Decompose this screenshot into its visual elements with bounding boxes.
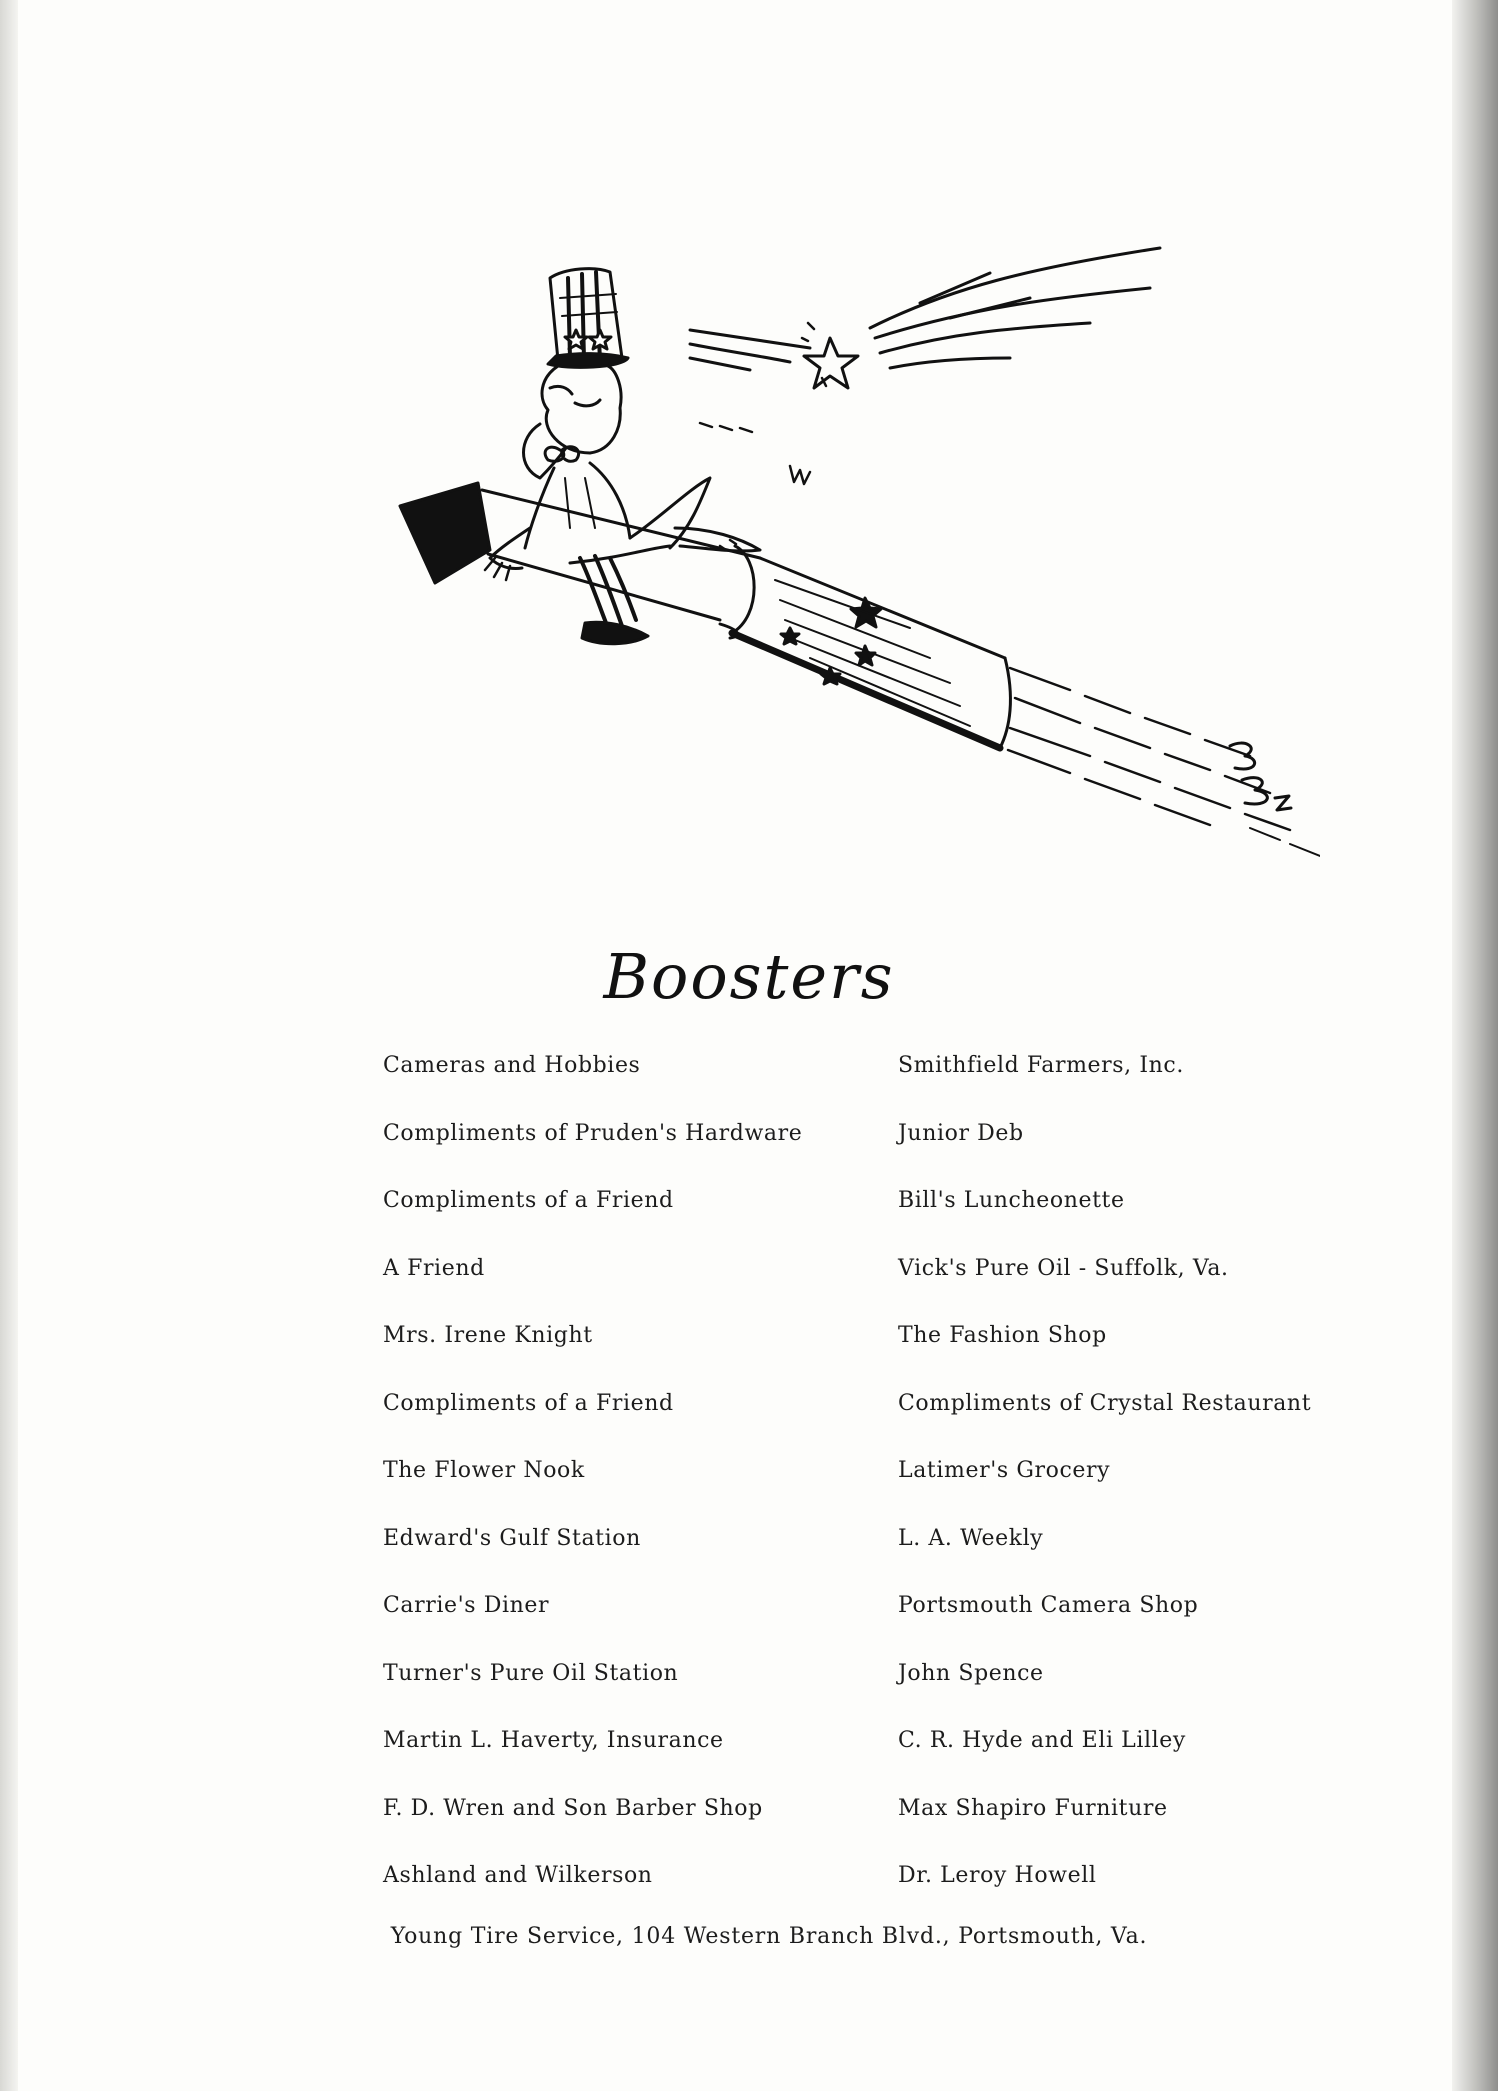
list-item: Latimer's Grocery [898,1458,1111,1483]
list-item: Cameras and Hobbies [383,1053,641,1078]
list-item: John Spence [898,1660,1044,1686]
list-item: Compliments of Crystal Restaurant [898,1390,1312,1416]
list-item: Carrie's Diner [383,1593,550,1618]
list-item: Max Shapiro Furniture [898,1795,1168,1821]
list-item: Compliments of Pruden's Hardware [383,1120,803,1146]
rocket-icon [400,483,1320,856]
list-item: Portsmouth Camera Shop [898,1593,1199,1618]
list-item: Junior Deb [898,1120,1024,1146]
boosters-right-column [898,1048,1311,1926]
page-edge-left [0,0,18,2091]
shooting-star-icon [690,248,1160,388]
list-item: Dr. Leroy Howell [898,1863,1097,1888]
uncle-sam-rocket-illustration [390,228,1320,868]
list-item: Edward's Gulf Station [383,1525,641,1551]
list-item: Martin L. Haverty, Insurance [383,1728,724,1753]
footer-booster: Young Tire Service, 104 Western Branch Blvd., Portsmouth, Va. [390,1924,1148,1949]
list-item: Bill's Luncheonette [898,1188,1125,1213]
list-item: Mrs. Irene Knight [383,1323,593,1348]
list-item: Smithfield Farmers, Inc. [898,1053,1184,1078]
list-item: Compliments of a Friend [383,1188,674,1213]
list-item: Turner's Pure Oil Station [383,1660,679,1686]
uncle-sam-icon [485,269,810,644]
boosters-left-column [383,1048,802,1926]
list-item: Compliments of a Friend [383,1390,674,1416]
list-item: Ashland and Wilkerson [383,1863,653,1888]
list-item: The Flower Nook [383,1458,585,1483]
page-edge-right [1452,0,1498,2091]
list-item: A Friend [383,1255,485,1281]
list-item: L. A. Weekly [898,1525,1044,1551]
list-item: Vick's Pure Oil - Suffolk, Va. [898,1255,1229,1281]
list-item: The Fashion Shop [898,1323,1107,1348]
list-item: C. R. Hyde and Eli Lilley [898,1728,1186,1753]
list-item: F. D. Wren and Son Barber Shop [383,1795,763,1821]
page-title: Boosters [603,940,895,1013]
